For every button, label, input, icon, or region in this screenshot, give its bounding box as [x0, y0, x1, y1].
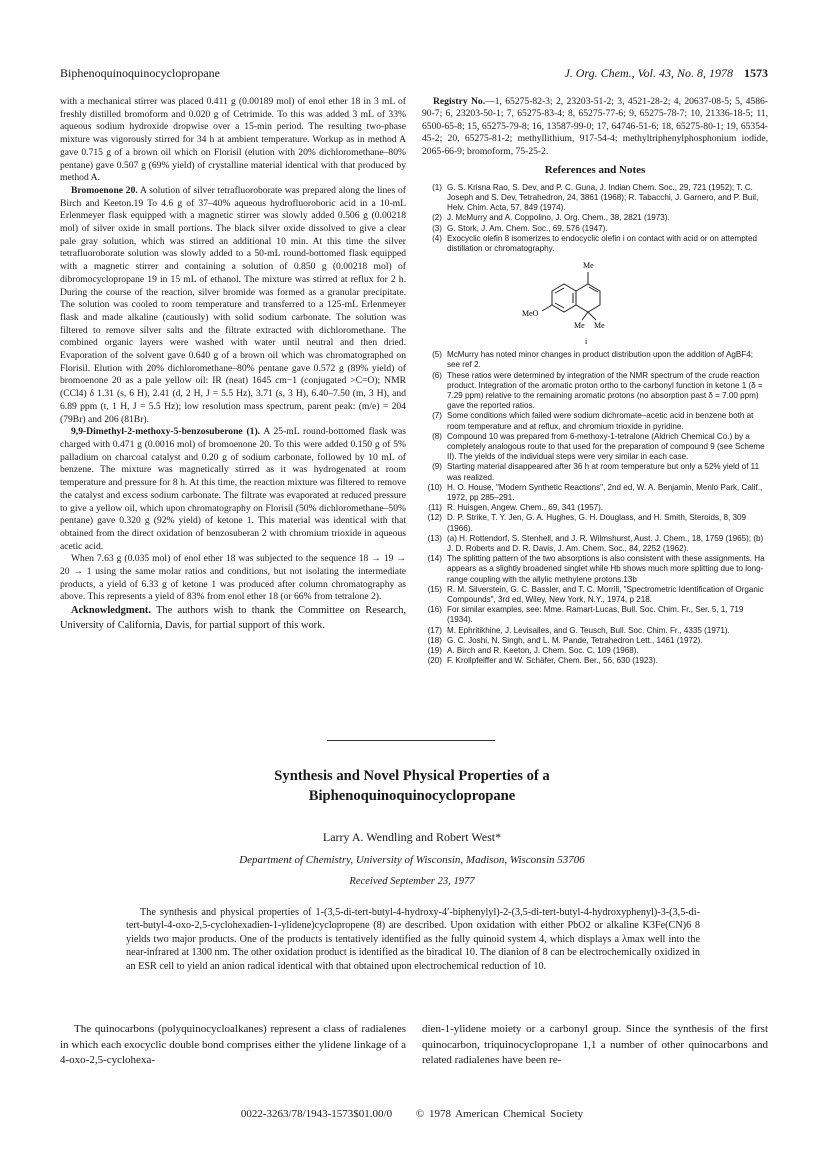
title-line-1: Synthesis and Novel Physical Properties of a [274, 768, 550, 784]
article-title [0, 766, 824, 806]
references-heading: References and Notes [544, 164, 646, 177]
reference-item [422, 483, 768, 503]
compound-label: i [585, 337, 588, 347]
page-number: 1573 [744, 66, 768, 80]
structure-i-figure [422, 256, 768, 348]
reference-number: (7) [432, 411, 442, 421]
reference-text: M. Ephritikhine, J. Levisalles, and G. Teusch, Bull. Soc. Chim. Fr., 4335 (1971). [447, 625, 730, 635]
reference-text: D. P. Strike, T. Y. Jen, G. A. Hughes, G. H. Douglass, and H. Smith, Steroids, 8, 309 (1966). [447, 513, 747, 533]
article-authors: Larry A. Wendling and Robert West* [322, 830, 502, 844]
reference-number: (6) [432, 370, 442, 380]
page-footer [0, 1108, 824, 1120]
reference-text: G. Stork, J. Am. Chem. Soc., 69, 576 (1947). [447, 223, 608, 233]
reference-text: The splitting pattern of the two absorptions is also consistent with these assignments. Ha appears as a slightly broadened singlet while Hb shows much more splitting due to long-range coupling with the allylic methylene protons.13b [447, 554, 765, 584]
gem-methyl-bond-right [588, 312, 596, 320]
reference-number: (1) [432, 182, 442, 192]
received-date: Received September 23, 1977 [349, 876, 475, 887]
reference-text: A. Birch and R. Keeton, J. Chem. Soc. C, 109 (1968). [447, 646, 639, 656]
reference-number: (10) [427, 482, 442, 492]
reference-text: G. C. Joshi, N. Singh, and L. M. Pande, Tetrahedron Lett., 1461 (1972). [447, 635, 703, 645]
reference-number: (16) [427, 605, 442, 615]
reference-item [422, 605, 768, 625]
benzosuberone-heading: 9,9-Dimethyl-2-methoxy-5-benzosuberone (1). [71, 426, 261, 438]
reference-text: Starting material disappeared after 36 h at room temperature but only a 52% yield of 11 was realized. [447, 462, 760, 482]
reference-text: G. S. Krisna Rao, S. Dev, and P. C. Guna, J. Indian Chem. Soc., 29, 721 (1952); T. C. Joseph and S. Dev, Tetrahedron, 24, 3861 (1968); R. Tabacchi, J. Garnero, and P. Buil, Helv. Chim. Acta, 57, 849 (1974). [447, 182, 759, 213]
reference-item [422, 224, 768, 234]
reference-item [422, 462, 768, 482]
reference-number: (8) [432, 431, 442, 441]
author-affiliation: Department of Chemistry, University of Wisconsin, Madison, Wisconsin 53706 [239, 854, 585, 866]
section-divider [327, 740, 495, 741]
reference-number: (14) [427, 554, 442, 564]
reference-text: R. M. Silverstein, G. C. Bassler, and T. C. Morrill, "Spectrometric Identification of Organic Compounds", 3rd ed, Wiley, New York, N.Y., 1974, p 218. [447, 584, 764, 605]
reference-text: (a) H. Rottendorf, S. Stenhell, and J. R. Wilmshurst, Aust. J. Chem., 18, 1759 (1965); (b) J. D. Roberts and D. R. Davis, J. Am. Chem. Soc., 84, 2252 (1962). [447, 533, 764, 554]
methyl-label-right: Me [594, 321, 605, 331]
reference-item [422, 585, 768, 605]
reference-text: H. O. House, "Modern Synthetic Reactions", 2nd ed, W. A. Benjamin, Menlo Park, Calif., 1972, pp 285–291. [447, 482, 763, 502]
methyl-label-left: Me [574, 321, 585, 331]
structure-i-drawing [522, 256, 632, 348]
reference-number: (15) [427, 584, 442, 594]
reference-number: (19) [427, 646, 442, 656]
experimental-paragraph-2 [60, 185, 406, 426]
reference-item [422, 234, 768, 254]
fused-ring [576, 284, 600, 312]
reference-item [422, 626, 768, 636]
reference-item [422, 554, 768, 585]
reference-number: (13) [427, 533, 442, 543]
reference-number: (9) [432, 462, 442, 472]
reference-text: These ratios were determined by integration of the NMR spectrum of the crude reaction product. Integration of the aromatic proton ortho to the carbonyl function in ketone 1 (δ = 7.29 ppm) relative to the remaining aromatic protons (no absorption past δ = 7.00 ppm) gave the reported ratios. [447, 370, 763, 411]
experimental-paragraph-3 [60, 426, 406, 553]
registry-text: —1, 65275-82-3; 2, 23203-51-2; 3, 4521-28-2; 4, 20637-08-5; 5, 4586-90-7; 6, 23203-50-1; 7, 65275-83-4; 8, 65275-77-6; 9, 65275-78-7; 10, 21336-18-5; 11, 6500-65-8; 15, 65275-79-8; 16, 13587-99-0; 17, 64746-51-6; 18, 65275-80-1; 19, 65354-45-2; 20, 65275-81-2; methyllithium, 917-54-4; methyltriphenylphosphonium iodide, 2065-66-9; bromoform, 75-25-2. [422, 96, 768, 157]
reference-number: (17) [427, 625, 442, 635]
registry-numbers [422, 96, 768, 158]
benzosuberone-text: A 25-mL round-bottomed flask was charged with 0.471 g (0.0016 mol) of bromoenone 20. To this were added 0.150 g of 5% palladium on charcoal catalyst and 0.20 g of sodium carbonate, followed by 10 mL of benzene. The mixture was magnetically stirred as it was hydrogenated at room temperature and pressure for 8 h. At this time, the reaction mixture was filtered to remove the catalyst and excess sodium carbonate. The filtrate was evaporated at reduced pressure to give a yellow oil, which upon chromatography on Florisil (50% dichloromethane–50% pentane) gave 0.320 g (92% yield) of ketone 1. This material was identical with that obtained from the direct oxidation of benzosuberan 2 with chromium trioxide in aqueous acetic acid. [60, 426, 406, 552]
methoxy-bond [542, 305, 552, 311]
reference-number: (12) [427, 513, 442, 523]
reference-item [422, 213, 768, 223]
reference-item [422, 432, 768, 463]
references-list [422, 183, 768, 667]
reference-text: F. Krollpfeiffer and W. Schäfer, Chem. Ber., 56, 630 (1923). [447, 656, 658, 666]
reference-item [422, 411, 768, 431]
references-group-a [422, 183, 768, 254]
reference-text: R. Huisgen, Angew. Chem., 69, 341 (1957). [447, 503, 604, 513]
journal-name: J. Org. Chem., [564, 66, 635, 80]
acknowledgment-text: The authors wish to thank the Committee on Research, University of California, Davis, for partial support of this work. [60, 605, 406, 631]
experimental-paragraph-4: When 7.63 g (0.035 mol) of enol ether 18 was subjected to the sequence 18 → 19 → 20 → 1 using the same molar ratios and conditions, but not isolating the intermediate products, a yield of 6.33 g of ketone 1 was produced after column chromatography as above. This represents a yield of 83% from enol ether 18 (or 66% from tetralone 2). [60, 553, 406, 603]
reference-item [422, 183, 768, 214]
reference-item [422, 534, 768, 554]
reference-item [422, 513, 768, 533]
reference-text: Exocyclic olefin 8 isomerizes to endocyclic olefin i on contact with acid or on attempted distillation or chromatography. [447, 233, 757, 253]
references-group-b [422, 350, 768, 666]
bromoenone-heading: Bromoenone 20. [71, 184, 138, 196]
intro-text-right: dien-1-ylidene moiety or a carbonyl group. Since the synthesis of the first quinocarbon, triquinocyclopropane 1,1 a number of other quinocarbons and related radialenes have been re- [422, 1023, 768, 1067]
left-column [60, 96, 406, 633]
journal-volume: Vol. 43, No. 8, 1978 [637, 66, 733, 80]
abstract: The synthesis and physical properties of 1-(3,5-di-tert-butyl-4-hydroxy-4′-biphenylyl)-2-(3,5-di-tert-butyl-4-hydroxyphenyl)-3-(3,5-di-tert-butyl-4-oxo-2,5-cyclohexadien-1-ylidene)cyclopropene (8) are described. Upon oxidation with either PbO2 or alkaline K3Fe(CN)6 8 yields two major products. One of the products is tentatively identified as the fully quinoid system 4, which displays a λmax well into the near-infrared at 1300 nm. The other oxidation product is identified as the biradical 10. The dianion of 8 can be electrochemically oxidized in an ESR cell to yield an anion radical identical with that obtained upon electrochemical reduction of 10. [126, 907, 700, 972]
reference-number: (3) [432, 223, 442, 233]
right-column [422, 96, 768, 666]
reference-item [422, 350, 768, 370]
reference-text: Compound 10 was prepared from 6-methoxy-1-tetralone (Aldrich Chemical Co.) by a completely analogous route to that used for the preparation of compound 9 (see Scheme II). The yields of the individual steps were very similar in each case. [447, 431, 765, 462]
methoxy-label: MeO [522, 309, 539, 319]
reference-item [422, 656, 768, 666]
reference-number: (11) [428, 503, 442, 513]
running-head-right [564, 66, 768, 81]
methyl-label-top: Me [583, 261, 594, 271]
bromoenone-text: A solution of silver tetrafluoroborate was prepared along the lines of Birch and Keeton.19 To 4.6 g of 37–40% aqueous hydrofluoroboric acid in a 10-mL Erlenmeyer flask equipped with a magnetic stirrer was slowly added 0.506 g (0.00218 mol) of silver oxide in small portions. The black silver oxide dissolved to give a clear pale gray solution, which was stirred an additional 10 min. At this time the silver tetrafluoroborate solution was slowly added to a 50-mL round-bottomed flask equipped with a magnetic stirrer and containing a solution of 0.850 g (0.00218 mol) of dibromocyclopropane 19 in 15 mL of ethanol. The mixture was stirred at reflux for 2 h. During the course of the reaction, silver bromide was formed as a granular precipitate. The solution was cooled to room temperature and transferred to a 125-mL Erlenmeyer flask and made alkaline (cautiously) with solid sodium carbonate. The solution was filtered to remove silver salts and the filtrate extracted with dichloromethane. The combined organic layers were washed with water until neutral and then dried. Evaporation of the solvent gave 0.640 g of a brown oil which was chromatographed on Florisil. Elution with 20% dichloromethane–80% pentane gave 0.572 g (89% yield) of bromoenone 20 as a pale yellow oil: IR (neat) 1645 cm−1 (conjugated >C=O); NMR (CCl4) δ 1.31 (s, 6 H), 2.41 (d, 2 H, J = 5.5 Hz), 3.71 (s, 3 H), 6.40–7.50 (m, 3 H), and 6.89 ppm (t, 1 H, J = 5.5 Hz); low resolution mass spectrum, parent peak: (m/e) = 204 (79Br) and 206 (81Br). [60, 184, 406, 425]
running-head-left: Biphenoquinoquinocyclopropane [60, 66, 220, 80]
experimental-paragraph-1: with a mechanical stirrer was placed 0.411 g (0.00189 mol) of enol ether 18 in 3 mL of freshly distilled bromoform and 0.020 g of Cetrimide. To this was added 3 mL of 33% aqueous sodium hydroxide dropwise over a 15-min period. The resulting two-phase mixture was vigorously stirred for 34 h at ambient temperature. Workup as in method A gave 0.715 g of a brown oil which on Florisil (elution with 20% dichloromethane–80% pentane) gave 0.507 g (69% yield) of crystalline material identical with that produced by method A. [60, 96, 406, 184]
registry-heading: Registry No. [433, 96, 486, 107]
acknowledgment [60, 604, 406, 633]
copyright: © 1978 American Chemical Society [415, 1108, 584, 1120]
acknowledgment-heading: Acknowledgment. [71, 605, 151, 617]
reference-text: J. McMurry and A. Coppolino, J. Org. Chem., 38, 2821 (1973). [447, 213, 670, 223]
reference-item [422, 503, 768, 513]
reference-number: (18) [427, 635, 442, 645]
reference-item [422, 646, 768, 656]
intro-text-left: The quinocarbons (polyquinocycloalkanes) represent a class of radialenes in which each exocyclic double bond comprises either the ylidene linkage of a 4-oxo-2,5-cyclohexa- [60, 1023, 406, 1067]
reference-text: For similar examples, see: Mme. Ramart-Lucas, Bull. Soc. Chim. Fr., Ser. 5, 1, 719 (1934). [447, 605, 744, 625]
gem-methyl-bond-left [582, 312, 588, 320]
title-line-2: Biphenoquinoquinocyclopropane [308, 788, 516, 804]
reference-item [422, 636, 768, 646]
reference-number: (5) [432, 350, 442, 360]
reference-number: (20) [427, 656, 442, 666]
reference-text: Some conditions which failed were sodium dichromate–acetic acid in benzene both at room temperature and at reflux, and chromium trioxide in pyridine. [447, 411, 754, 431]
reference-item [422, 371, 768, 412]
article-code: 0022-3263/78/1943-1573$01.00/0 [240, 1108, 393, 1120]
reference-number: (4) [432, 233, 442, 243]
reference-text: McMurry has noted minor changes in product distribution upon the addition of AgBF4; see ref 2. [447, 350, 753, 370]
reference-number: (2) [432, 213, 442, 223]
